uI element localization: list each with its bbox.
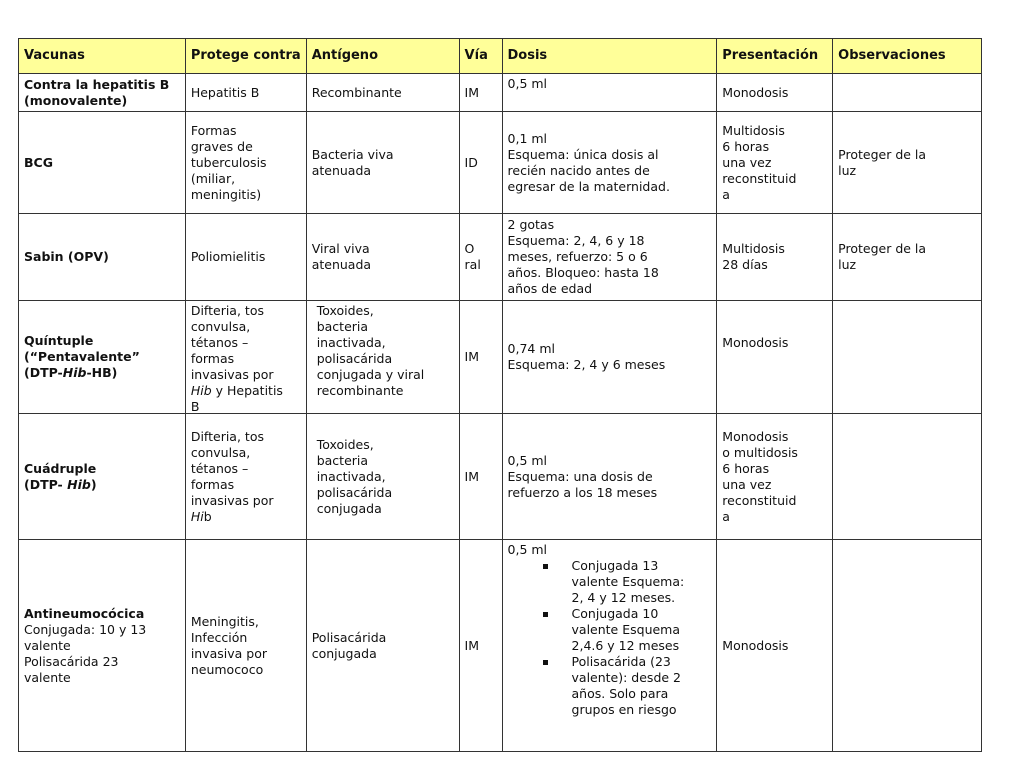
- cell-protege: Difteria, tos convulsa, tétanos – formas invasivas por Hib y Hepatitis B: [186, 301, 307, 414]
- vaccine-table: [18, 38, 982, 752]
- table-row: [18, 301, 982, 414]
- cell-presentacion: Multidosis 6 horas una vez reconstituid a: [717, 112, 833, 214]
- cell-observaciones: [833, 74, 982, 112]
- cell-via: IM: [460, 74, 503, 112]
- cell-observaciones: [833, 414, 982, 540]
- cell-vacuna: [19, 540, 186, 752]
- table-row: [18, 112, 982, 214]
- cell-protege: Hepatitis B: [186, 74, 307, 112]
- cell-dosis: 2 gotas Esquema: 2, 4, 6 y 18 meses, refuerzo: 5 o 6 años. Bloqueo: hasta 18 años de edad: [503, 214, 718, 301]
- cell-dosis: 0,74 ml Esquema: 2, 4 y 6 meses: [503, 301, 718, 414]
- header-vacunas: Vacunas: [19, 38, 186, 74]
- cell-antigeno: Toxoides, bacteria inactivada, polisacárida conjugada y viral recombinante: [307, 301, 460, 414]
- cell-antigeno: Viral viva atenuada: [307, 214, 460, 301]
- header-via: Vía: [460, 38, 503, 74]
- table-row: [18, 74, 982, 112]
- header-presentacion: Presentación: [717, 38, 833, 74]
- cell-vacuna: BCG: [19, 112, 186, 214]
- cell-antigeno: Toxoides, bacteria inactivada, polisacárida conjugada: [307, 414, 460, 540]
- cell-antigeno: Recombinante: [307, 74, 460, 112]
- header-observaciones: Observaciones: [833, 38, 982, 74]
- header-protege: Protege contra: [186, 38, 307, 74]
- cell-presentacion: Monodosis: [717, 540, 833, 752]
- cell-protege: Poliomielitis: [186, 214, 307, 301]
- cell-dosis: 0,5 ml: [503, 74, 718, 112]
- header-antigeno: Antígeno: [307, 38, 460, 74]
- vacuna-line: Cuádruple: [24, 460, 97, 476]
- cell-via: IM: [460, 301, 503, 414]
- vacuna-line: (“Pentavalente”: [24, 349, 140, 364]
- cell-observaciones: [833, 301, 982, 414]
- cell-vacuna: [19, 301, 186, 414]
- cell-presentacion: Multidosis 28 días: [717, 214, 833, 301]
- vacuna-detail: Conjugada: 10 y 13 valente Polisacárida 23 valente: [24, 621, 147, 685]
- cell-dosis: 0,1 ml Esquema: única dosis al recién nacido antes de egresar de la maternidad.: [503, 112, 718, 214]
- cell-dosis: 0,5 ml Esquema: una dosis de refuerzo a los 18 meses: [503, 414, 718, 540]
- dosis-head: 0,5 ml: [507, 542, 548, 557]
- dosis-item: Conjugada 10 valente Esquema 2,4.6 y 12 meses: [572, 606, 712, 654]
- cell-protege: Formas graves de tuberculosis (miliar, meningitis): [186, 112, 307, 214]
- table-row: [18, 540, 982, 752]
- vacuna-line: Quíntuple: [24, 333, 94, 348]
- cell-via: IM: [460, 414, 503, 540]
- cell-vacuna: Sabin (OPV): [19, 214, 186, 301]
- vacuna-title: Antineumocócica: [24, 605, 145, 621]
- cell-observaciones: [833, 540, 982, 752]
- cell-dosis: [503, 540, 718, 752]
- table-row: [18, 414, 982, 540]
- cell-via: O ral: [460, 214, 503, 301]
- cell-vacuna: Contra la hepatitis B (monovalente): [19, 74, 186, 112]
- cell-via: ID: [460, 112, 503, 214]
- cell-via: IM: [460, 540, 503, 752]
- table-header-row: [18, 38, 982, 74]
- cell-presentacion: Monodosis: [717, 301, 833, 414]
- vacuna-line: (DTP- Hib): [24, 476, 97, 492]
- table-row: [18, 214, 982, 301]
- cell-protege: Meningitis, Infección invasiva por neumococo: [186, 540, 307, 752]
- vacuna-line: (DTP-Hib-HB): [24, 365, 118, 380]
- header-dosis: Dosis: [503, 38, 718, 74]
- cell-protege: Difteria, tos convulsa, tétanos – formas invasivas por Hib: [186, 414, 307, 540]
- cell-antigeno: Bacteria viva atenuada: [307, 112, 460, 214]
- cell-observaciones: Proteger de la luz: [833, 214, 982, 301]
- cell-observaciones: Proteger de la luz: [833, 112, 982, 214]
- cell-antigeno: Polisacárida conjugada: [307, 540, 460, 752]
- cell-vacuna: [19, 414, 186, 540]
- dosis-item: Polisacárida (23 valente): desde 2 años. Solo para grupos en riesgo: [572, 654, 712, 718]
- cell-presentacion: Monodosis: [717, 74, 833, 112]
- dosis-item: Conjugada 13 valente Esquema: 2, 4 y 12 meses.: [572, 558, 712, 606]
- cell-presentacion: Monodosis o multidosis 6 horas una vez reconstituid a: [717, 414, 833, 540]
